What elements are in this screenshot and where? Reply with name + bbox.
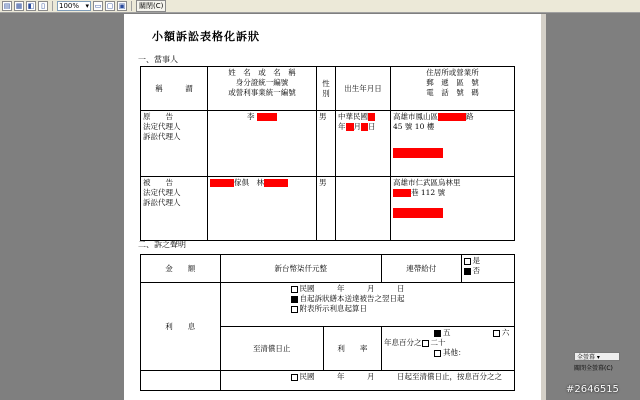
defendant-address-line2: 巷 112 號 [411,188,446,197]
redaction-block [393,148,443,158]
last-row [220,371,514,391]
amount-value: 新台幣柒仟元整 [220,255,381,283]
prev-page-icon[interactable]: ▯ [38,1,48,11]
plaintiff-address-suffix: 路 [466,112,474,121]
redaction-block [346,123,354,131]
joint-no-label: 否 [472,266,481,275]
defendant-address [391,177,515,241]
section-parties-heading: 一、當事人 [138,55,178,64]
amount-label: 金 額 [141,255,221,283]
fullscreen-dropdown-label: 全螢幕 [577,354,596,361]
plaintiff-name: 李 [247,112,255,121]
redaction-block [438,113,466,121]
interest-schedule-checkbox[interactable] [291,306,298,313]
chevron-down-icon: ▾ [85,2,89,10]
header-birth: 出生年月日 [336,67,391,111]
claim-table [140,254,515,391]
defendant-roles: 被 告 法定代理人 訴訟代理人 [141,177,208,241]
birth-prefix: 中華民國 [338,112,368,121]
fullscreen-dropdown[interactable]: 全螢幕 ▾ [574,352,620,361]
rate5-label: 五 [443,328,451,337]
vertical-scrollbar[interactable] [541,14,546,400]
plaintiff-gender: 男 [317,111,336,177]
birth-year-label: 年 [338,122,346,131]
joint-yes-checkbox[interactable] [464,258,471,265]
joint-no-checkbox[interactable] [464,268,471,275]
close-preview-button[interactable]: 關閉(C) [136,0,166,12]
interest-date-label: 民國 年 月 日 [299,284,405,293]
page-setup-icon[interactable]: ▦ [15,2,23,10]
interest-schedule-label: 附表所示利息起算日 [299,304,368,313]
until-label: 至清償日止 [220,327,323,371]
defendant-name-cell [208,177,317,241]
joint-label: 連帶給付 [382,255,462,283]
viewer-toolbar [0,0,640,13]
toolbar-separator [131,1,132,11]
birth-day-label: 日 [368,122,376,131]
redaction-block [361,123,368,131]
interest-options [220,283,514,327]
last-row-blank [141,371,221,391]
redaction-block [210,179,234,187]
header-gender: 性 別 [317,67,336,111]
last-row-label: 民國 年 月 日起至清償日止，按息百分之之 [299,372,503,381]
redaction-block [368,113,375,121]
page-title: 小額訴訟表格化訴狀 [152,30,260,43]
close-fullscreen-button[interactable]: 關閉全螢幕(C) [574,365,613,372]
rate20-label: 二十 [430,338,446,347]
interest-service-label: 自起訴狀繕本送達被告之翌日起 [299,294,405,303]
first-page-icon[interactable]: ◧ [27,2,35,10]
print-icon[interactable]: ▤ [3,2,11,10]
section-claim-heading: 二、訴之聲明 [138,240,186,249]
rate-options [382,327,515,371]
zoom-value: 100% [59,2,80,10]
joint-yes-label: 是 [472,256,481,265]
defendant-name: 傢俱 林 [234,178,264,187]
one-page-icon[interactable]: ▭ [94,2,102,10]
defendant-address-line1: 高雄市仁武區烏林里 [393,178,461,187]
two-page-icon[interactable]: ▢ [106,2,114,10]
redaction-block [393,189,411,197]
zoom-select[interactable] [57,1,91,11]
joint-options [461,255,514,283]
plaintiff-roles: 原 告 法定代理人 訴訟代理人 [141,111,208,177]
defendant-birth [336,177,391,241]
image-watermark: #2646515 [566,384,619,395]
header-name: 姓 名 或 名 稱 身分證統一編號 或營利事業統一編號 [208,67,317,111]
redaction-block [264,179,288,187]
interest-label: 利 息 [141,283,221,371]
plaintiff-birth [336,111,391,177]
toolbar-separator [52,1,53,11]
plaintiff-address-line2: 45 號 10 樓 [393,122,435,131]
defendant-gender: 男 [317,177,336,241]
plaintiff-address-line1: 高雄市鳳山區 [393,112,438,121]
rate6-label: 六 [501,328,510,337]
redaction-block [393,208,443,218]
rate-label: 利 率 [323,327,381,371]
last-row-checkbox[interactable] [291,374,298,381]
rate-other-label: 其他： [443,348,466,357]
rate5-checkbox[interactable] [434,330,441,337]
interest-date-checkbox[interactable] [291,286,298,293]
header-address: 住居所或營業所 郵 遞 區 號 電 話 號 碼 [391,67,515,111]
birth-month-label: 月 [353,122,361,131]
header-role: 稱 謂 [141,67,208,111]
parties-table [140,66,515,241]
interest-service-checkbox[interactable] [291,296,298,303]
rate6-checkbox[interactable] [493,330,500,337]
document-page [124,14,541,400]
plaintiff-address [391,111,515,177]
plaintiff-name-cell [208,111,317,177]
rate-prefix: 年息百分之 [384,338,422,347]
multi-page-icon[interactable]: ▣ [118,2,126,10]
rate20-checkbox[interactable] [422,340,429,347]
redaction-block [257,113,277,121]
rate-other-checkbox[interactable] [434,350,441,357]
